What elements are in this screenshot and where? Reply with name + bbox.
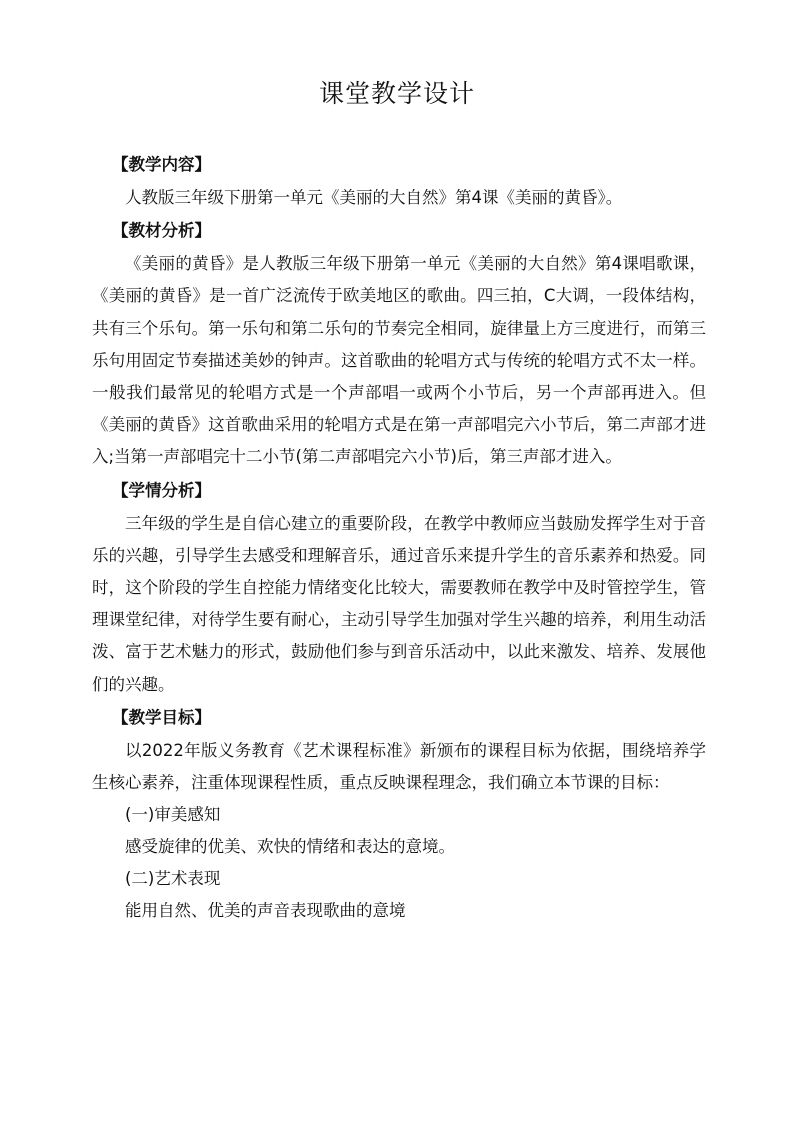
document-body: [92, 148, 706, 927]
goal-label-aesthetic: (一)审美感知: [125, 805, 221, 825]
section-heading-goals: 【教学目标】: [112, 707, 211, 727]
section-text-textbook: 《美丽的黄昏》是人教版三年级下册第一单元《美丽的大自然》第4课唱歌课，《美丽的黄昏》是一首广泛流传于欧美地区的歌曲。四三拍，C大调，一段体结构，共有三个乐句。第一乐句和第二乐句的节奏完全相同，旋律量上方三度进行，而第三乐句用固定节奏描述美妙的钟声。这首歌曲的轮唱方式与传统的轮唱方式不太一样。一般我们最常见的轮唱方式是一个声部唱一或两个小节后，另一个声部再进入。但《美丽的黄昏》这首歌曲采用的轮唱方式是在第一声部唱完六小节后，第二声部才进入;当第一声部唱完十二小节(第二声部唱完六小节)后，第三声部才进入。: [92, 254, 706, 467]
page-title: 课堂教学设计: [318, 79, 475, 108]
goal-text-performance: 能用自然、优美的声音表现歌曲的意境: [125, 901, 406, 921]
section-heading-textbook: 【教材分析】: [112, 221, 211, 241]
goal-text-aesthetic: 感受旋律的优美、欢快的情绪和表达的意境。: [125, 837, 455, 857]
section-text-students: 三年级的学生是自信心建立的重要阶段，在教学中教师应当鼓励发挥学生对于音乐的兴趣，引导学生去感受和理解音乐，通过音乐来提升学生的音乐素养和热爱。同时，这个阶段的学生自控能力情绪变化比较大，需要教师在教学中及时管控学生，管理课堂纪律，对待学生要有耐心，主动引导学生加强对学生兴趣的培养，利用生动活泼、富于艺术魅力的形式，鼓励他们参与到音乐活动中，以此来激发、培养、发展他们的兴趣。: [92, 513, 706, 694]
section-heading-students: 【学情分析】: [112, 480, 211, 500]
section-text-content: 人教版三年级下册第一单元《美丽的大自然》第4课《美丽的黄昏》。: [125, 188, 623, 207]
section-text-goals: 以2022年版义务教育《艺术课程标准》新颁布的课程目标为依据，围绕培养学生核心素养，注重体现课程性质，重点反映课程理念，我们确立本节课的目标：: [92, 740, 706, 793]
goal-label-performance: (二)艺术表现: [125, 869, 221, 889]
section-heading-content: 【教学内容】: [112, 155, 211, 174]
